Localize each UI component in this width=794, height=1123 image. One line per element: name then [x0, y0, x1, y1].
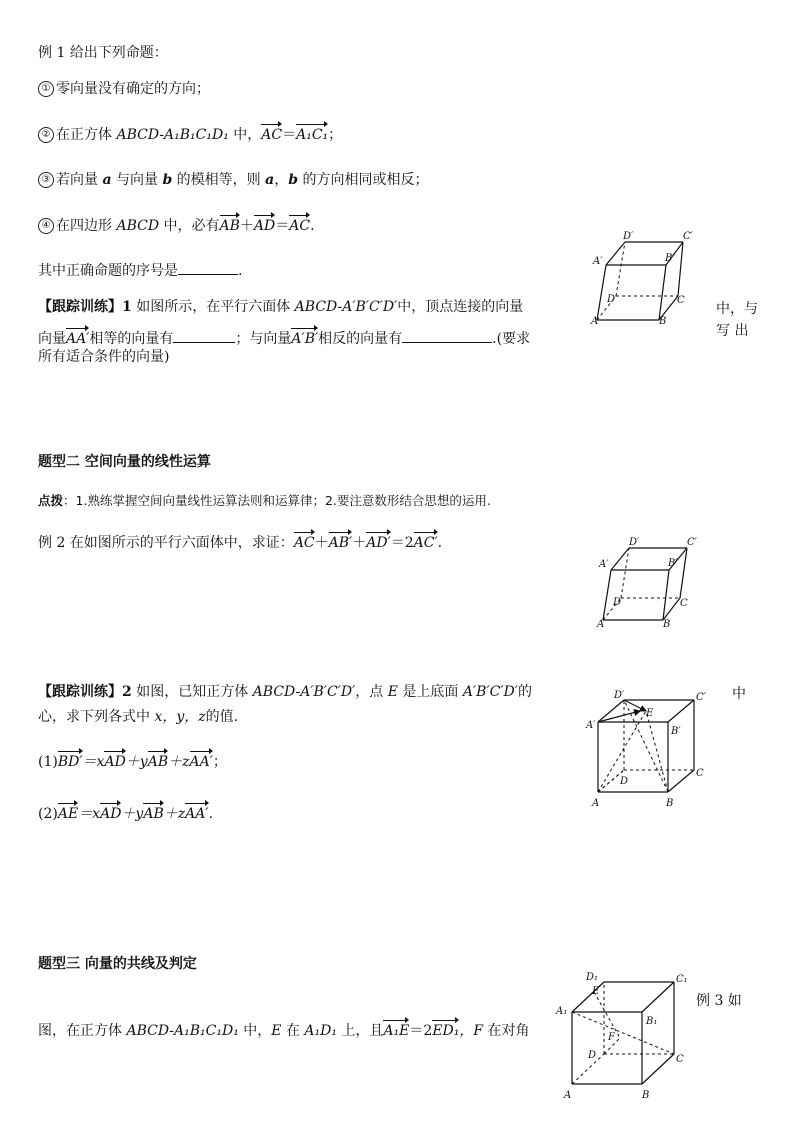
training1-line1 — [38, 298, 523, 316]
circled-number-2: ② — [38, 127, 54, 143]
cube-name: ABCD-A′B′C′D′ — [252, 684, 356, 700]
label: F — [608, 1032, 615, 1043]
vector: AD — [253, 218, 276, 234]
vector: AC — [289, 218, 311, 234]
label: A′ — [593, 256, 603, 267]
text: (1) — [38, 754, 58, 770]
vector: A₁E — [383, 1023, 410, 1039]
proposition-4 — [38, 217, 315, 235]
text: ：1.熟练掌握空间向量线性运算法则和运算律；2.要注意数形结合思想的运用. — [63, 493, 491, 508]
text: ＋ — [352, 535, 367, 551]
text: ＝2 — [390, 535, 414, 551]
training1-line3: 所有适合条件的向量) — [38, 349, 170, 365]
vector: AB — [147, 754, 169, 770]
vector: AC′ — [413, 535, 438, 551]
vector-a: a — [265, 172, 275, 188]
figure-parallelepiped-2 — [596, 536, 706, 636]
text: ＋y — [121, 806, 144, 822]
text: 在正方体 — [56, 127, 117, 143]
text: ＋z — [168, 754, 190, 770]
label: A′ — [599, 559, 609, 570]
text: ，点 — [355, 684, 388, 700]
label: B — [642, 1090, 650, 1101]
label: D₁ — [586, 972, 599, 983]
vector: AB — [143, 806, 164, 822]
vector: AA′ — [189, 754, 213, 770]
text: 在 — [281, 1023, 305, 1039]
cube-name: ABCD-A₁B₁C₁D₁ — [126, 1023, 239, 1039]
prism-name: ABCD-A′B′C′D′ — [294, 299, 398, 315]
training2-line1 — [38, 683, 532, 701]
label: B — [659, 316, 667, 327]
vector-a: a — [102, 172, 112, 188]
vector: AC — [293, 535, 315, 551]
text: 向量 — [38, 331, 66, 347]
text: ＋ — [239, 218, 254, 234]
text: 相等的向量有 — [89, 331, 174, 347]
text: 的值. — [205, 709, 239, 725]
text: 的 — [517, 684, 532, 700]
example1-title: 例 1 给出下列命题： — [38, 45, 168, 61]
vector: AC — [261, 127, 283, 143]
text: ＋y — [125, 754, 148, 770]
text: 相反的向量有 — [318, 331, 403, 347]
text: 的方向相同或相反； — [298, 172, 429, 188]
circled-number-3: ③ — [38, 172, 54, 188]
training2-side: 中 — [732, 686, 746, 702]
vector: AE — [57, 806, 79, 822]
segment-name: A₁D₁ — [304, 1023, 337, 1039]
figure-parallelepiped-1 — [590, 228, 700, 328]
type2-heading: 题型二 空间向量的线性运算 — [38, 454, 211, 470]
label: C₁ — [676, 974, 688, 985]
label: D — [613, 597, 622, 608]
text: 中， — [238, 1023, 272, 1039]
vector-b: b — [162, 172, 173, 188]
type2-tip — [38, 492, 491, 510]
training-label: 【跟踪训练】2 — [38, 684, 132, 700]
text: 的模相等，则 — [172, 172, 266, 188]
label: B′ — [668, 558, 678, 569]
point-e: E — [387, 684, 398, 700]
vector: A₁C₁ — [296, 127, 329, 143]
text: 中，顶点连接的向量 — [397, 299, 524, 315]
text: ＝ — [275, 218, 290, 234]
label: C′ — [683, 231, 693, 242]
label: B′ — [665, 253, 675, 264]
proposition-1 — [38, 80, 210, 98]
label: C′ — [687, 537, 697, 548]
training1-side2: 写 出 — [716, 323, 749, 339]
formula-1 — [38, 753, 227, 771]
quad-name: ABCD — [116, 218, 160, 234]
vector: AD′ — [366, 535, 391, 551]
label: C — [677, 295, 685, 306]
label: B₁ — [646, 1016, 658, 1027]
circled-number-4: ④ — [38, 218, 54, 234]
text: ＝ — [282, 127, 297, 143]
figure-cube-e-f — [556, 970, 696, 1104]
label: D′ — [623, 231, 634, 242]
label: B — [663, 619, 671, 630]
text: 中， — [228, 127, 262, 143]
label: A — [592, 798, 600, 809]
text: ＋ — [314, 535, 329, 551]
proposition-2 — [38, 126, 342, 144]
label: C — [676, 1054, 684, 1065]
text: ； — [328, 127, 343, 143]
example1-question: 其中正确命题的序号是 . — [38, 263, 243, 279]
text: 例 2 在如图所示的平行六面体中，求证： — [38, 535, 294, 551]
label: A — [591, 316, 599, 327]
label: D′ — [614, 690, 625, 701]
text: (2) — [38, 806, 58, 822]
text: . — [310, 218, 315, 234]
label: D — [607, 294, 616, 305]
formula-2 — [38, 805, 213, 823]
label: A₁ — [556, 1006, 568, 1017]
text: 其中正确命题的序号是 — [38, 263, 178, 279]
vector: ED₁ — [432, 1023, 460, 1039]
example3-side: 例 3 如 — [696, 993, 742, 1009]
type3-heading: 题型三 向量的共线及判定 — [38, 956, 197, 972]
label: A — [564, 1090, 572, 1101]
label: B′ — [671, 726, 681, 737]
label: D — [620, 776, 629, 787]
label: A′ — [586, 720, 596, 731]
vector: BD′ — [57, 754, 83, 770]
text: 如图所示，在平行六面体 — [131, 299, 295, 315]
vector: A′B′ — [291, 331, 319, 347]
training2-line2 — [38, 708, 238, 726]
vector: AA′ — [185, 806, 209, 822]
text: . — [208, 806, 214, 822]
answer-blank[interactable] — [178, 262, 238, 275]
text: 与向量 — [111, 172, 163, 188]
text: 若向量 — [56, 172, 103, 188]
variables: x，y，z — [154, 709, 206, 725]
label: D′ — [629, 537, 640, 548]
text: 是上底面 — [397, 684, 463, 700]
label: E — [592, 986, 600, 997]
vector: AB — [219, 218, 240, 234]
proposition-1-text: 零向量没有确定的方向； — [56, 81, 210, 97]
text: ； — [212, 754, 227, 770]
label: D — [588, 1050, 597, 1061]
training1-line2 — [38, 330, 530, 348]
text: . — [437, 535, 443, 551]
vector: AB′ — [328, 535, 353, 551]
answer-blank[interactable] — [402, 330, 492, 343]
face-name: A′B′C′D′ — [462, 684, 518, 700]
figure-cube-center-e — [586, 686, 708, 814]
text: 上，且 — [336, 1023, 384, 1039]
cube-name: ABCD-A₁B₁C₁D₁ — [116, 127, 229, 143]
answer-blank[interactable] — [173, 330, 235, 343]
text: ，F — [459, 1023, 484, 1039]
training-label: 【跟踪训练】1 — [38, 299, 132, 315]
example2 — [38, 534, 442, 552]
text: 如图，已知正方体 — [131, 684, 253, 700]
point-e: E — [271, 1023, 282, 1039]
text: ；与向量 — [235, 331, 292, 347]
text: ＋z — [163, 806, 186, 822]
text: .(要求 — [492, 331, 531, 347]
circled-number-1: ① — [38, 81, 54, 97]
vector-b: b — [288, 172, 299, 188]
proposition-3 — [38, 171, 428, 189]
label: C — [680, 598, 688, 609]
vector: AD — [100, 806, 122, 822]
text: 心，求下列各式中 — [38, 709, 155, 725]
text: ＝2 — [409, 1023, 433, 1039]
text: ＝x — [78, 806, 101, 822]
label: E — [646, 708, 654, 719]
text: ＝x — [82, 754, 105, 770]
vector: AA′ — [66, 331, 90, 347]
vector: AD — [104, 754, 126, 770]
label: A — [597, 619, 605, 630]
text: ， — [274, 172, 289, 188]
training1-side1: 中，与 — [716, 301, 758, 317]
label: B — [666, 798, 674, 809]
text: 在对角 — [483, 1023, 530, 1039]
text: 中，必有 — [159, 218, 220, 234]
example3-line — [38, 1022, 530, 1040]
text: 在四边形 — [56, 218, 117, 234]
text: 图，在正方体 — [38, 1023, 127, 1039]
tip-label: 点拨 — [38, 493, 64, 508]
label: C — [696, 768, 704, 779]
label: C′ — [696, 692, 706, 703]
